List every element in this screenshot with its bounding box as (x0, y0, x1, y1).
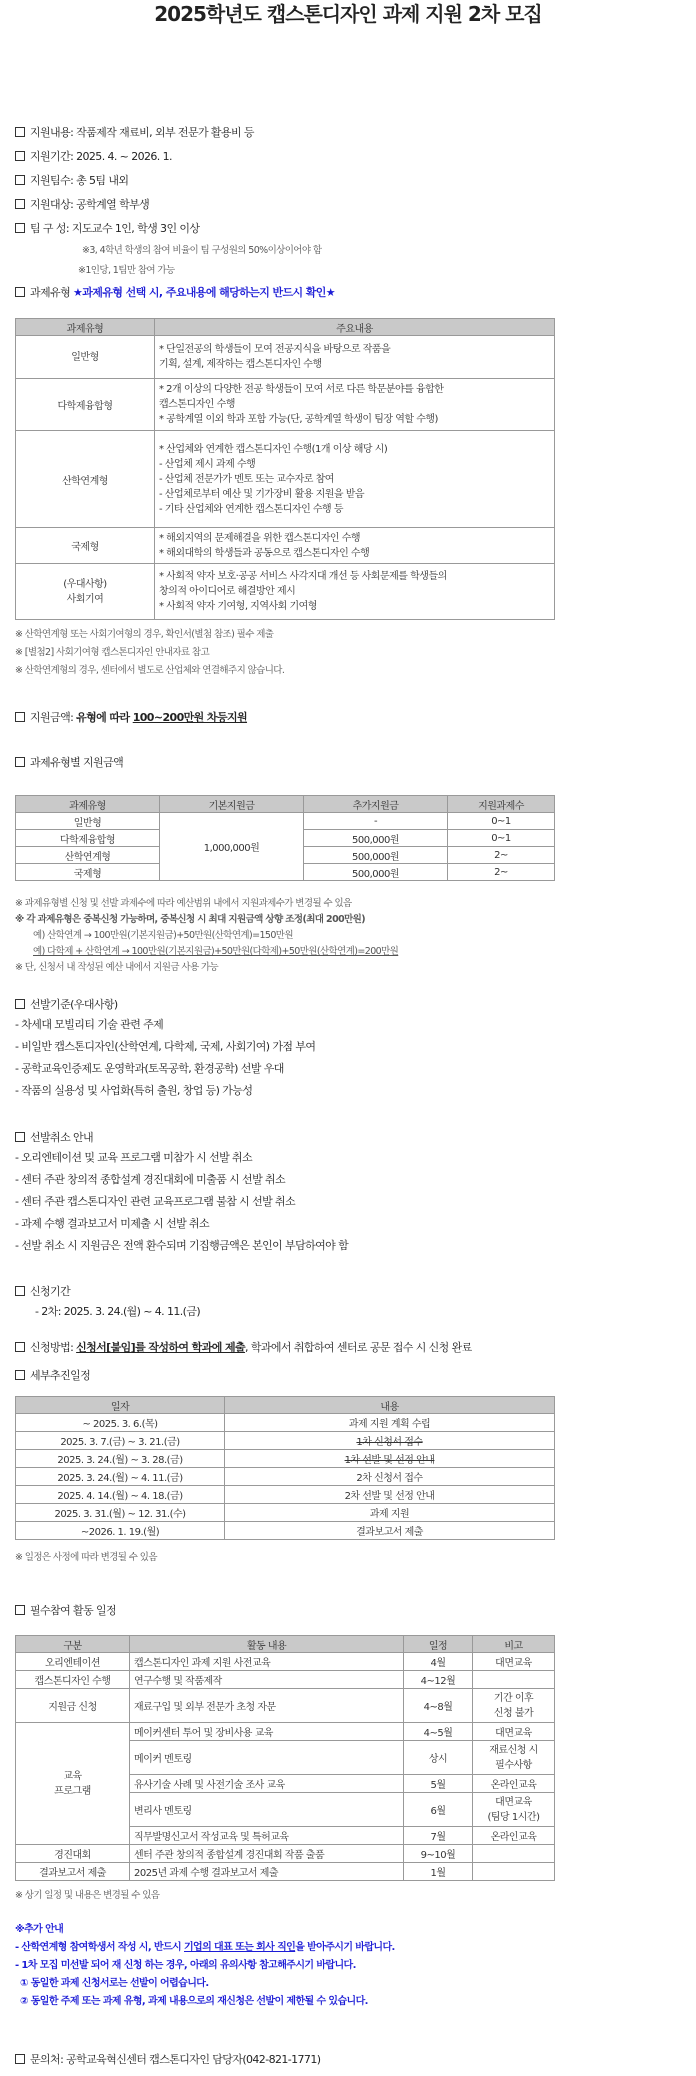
checkbox-icon (15, 1605, 25, 1615)
extra-line-2: - 1차 모집 미선발 되어 재 신청 하는 경우, 아래의 유의사항 참고해주시기 바랍니다. (15, 1960, 356, 1971)
criteria-item: - 차세대 모빌리티 기술 관련 주제 (15, 1018, 164, 1031)
checkbox-icon (15, 1342, 25, 1352)
type-desc: * 2개 이상의 다양한 전공 학생들이 모여 서로 다른 학문분야를 융합한 캡스톤디자인 수행 * 공학계열 이외 학과 포함 가능(단, 공학계열 학생이 팀장 역할 수행) (155, 379, 555, 431)
type-cell: 국제형 (16, 528, 155, 564)
checkbox-icon (15, 1286, 25, 1296)
extra-title: ※추가 안내 (15, 1924, 64, 1935)
type-note-3: ※ 산학연계형의 경우, 센터에서 별도로 산업체와 연결해주지 않습니다. (15, 665, 285, 676)
type-note-1: ※ 산학연계형 또는 사회기여형의 경우, 확인서(별첨 참조) 필수 제출 (15, 629, 274, 640)
page-title: 2025학년도 캡스톤디자인 과제 지원 2차 모집 (154, 2, 542, 26)
activity-note: ※ 상기 일정 및 내용은 변경될 수 있음 (15, 1890, 160, 1901)
amount-table-title: 과제유형별 지원금액 (15, 755, 123, 771)
checkbox-icon (15, 1370, 25, 1380)
checkbox-icon (15, 151, 25, 161)
apply-period-value: - 2차: 2025. 3. 24.(월) ~ 4. 11.(금) (35, 1305, 201, 1318)
support-target: 지원대상: 공학계열 학부생 (15, 197, 149, 213)
criteria-item: - 작품의 실용성 및 사업화(특허 출원, 창업 등) 가능성 (15, 1084, 253, 1097)
extra-line-4: ② 동일한 주제 또는 과제 유형, 과제 내용으로의 재신청은 선발이 제한될 수 있습니다. (20, 1996, 368, 2007)
criteria-title: 선발기준(우대사항) (15, 997, 118, 1013)
amount-note-3: 예) 산학연계 → 100만원(기본지원금)+50만원(산학연계)=150만원 (33, 930, 293, 941)
type-desc: * 단일전공의 학생들이 모여 전공지식을 바탕으로 작품을 기획, 설계, 제작하는 캡스톤디자인 수행 (155, 336, 555, 379)
base-amount: 1,000,000원 (160, 813, 304, 881)
activity-table: 구분 활동 내용 일정 비고 오리엔테이션 캡스톤디자인 과제 지원 사전교육 4월 대면교육 캡스톤디자인 수행 연구수행 및 작품제작 4~12월 지원금 신청 재료구입 및 외부 전문가 초청 자문 4~8월 기간 이후 신청 불가 교육 프로그램 메이커센터 투어 및 장비사용 교육 4~5월 대면교육 메이커 멘토링 상시 재료신청 시 필수사항 유사기술 사례 및 사전기술 조사 교육 5월 온라인교육 변리사 멘토링 6월 대면교육 (팀당 1시간) 직무발명신고서 작성교육 및 특허교육 7월 온라인교육 경진대회 센터 주관 창의적 종합설계 경진대회 작품 출품 9~10월 결과보고서 제출 2025년 과제 수행 결과보고서 제출 1월 (15, 1635, 555, 1881)
checkbox-icon (15, 2054, 25, 2064)
checkbox-icon (15, 1132, 25, 1142)
amount-note-1: ※ 과제유형별 신청 및 선발 과제수에 따라 예산범위 내에서 지원과제수가 변경될 수 있음 (15, 898, 352, 909)
checkbox-icon (15, 287, 25, 297)
extra-line-1: - 산학연계형 참여학생서 작성 시, 반드시 기업의 대표 또는 회사 직인을 받아주시기 바랍니다. (15, 1942, 395, 1953)
amount-table: 과제유형 기본지원금 추가지원금 지원과제수 일반형 1,000,000원 - 0~1 다학제융합형 500,000원 0~1 산학연계형 500,000원 2~ 국제형 500,000원 2~ (15, 795, 555, 881)
team-note-2: ※1인당, 1팀만 참여 가능 (78, 265, 175, 276)
apply-period-title: 신청기간 (15, 1284, 70, 1300)
team-note-1: ※3, 4학년 학생의 참여 비율이 팀 구성원의 50%이상이어야 함 (82, 245, 322, 256)
criteria-item: - 비일반 캡스톤디자인(산학연계, 다학제, 국제, 사회기여) 가점 부여 (15, 1040, 316, 1053)
cancel-item: - 과제 수행 결과보고서 미제출 시 선발 취소 (15, 1217, 210, 1230)
schedule-title: 세부추진일정 (15, 1368, 90, 1384)
type-desc: * 해외지역의 문제해결을 위한 캡스톤디자인 수행 * 해외대학의 학생들과 공동으로 캡스톤디자인 수행 (155, 528, 555, 564)
checkbox-icon (15, 757, 25, 767)
amount-note-5: ※ 단, 신청서 내 작성된 예산 내에서 지원금 사용 가능 (15, 962, 219, 973)
type-desc: * 사회적 약자 보호·공공 서비스 사각지대 개선 등 사회문제를 학생들의 창의적 아이디어로 해결방안 제시 * 사회적 약자 기여형, 지역사회 기여형 (155, 564, 555, 620)
checkbox-icon (15, 223, 25, 233)
cancel-title: 선발취소 안내 (15, 1130, 93, 1146)
task-type-table: 과제유형 주요내용 일반형 * 단일전공의 학생들이 모여 전공지식을 바탕으로 작품을 기획, 설계, 제작하는 캡스톤디자인 수행 다학제융합형 * 2개 이상의 다양한 전공 학생들이 모여 서로 다른 학문분야를 융합한 캡스톤디자인 수행 * 공학계열 이외 학과 포함 가능(단, 공학계열 학생이 팀장 역할 수행) 산학연계형 * 산업체와 연계한 캡스톤디자인 수행(1개 이상 해당 시) - 산업체 제시 과제 수행 - 산업체 전문가가 멘토 또는 교수자로 참여 - 산업체로부터 예산 및 기가장비 활용 지원을 받음 - 기타 산업체와 연계한 캡스톤디자인 수행 등 국제형 * 해외지역의 문제해결을 위한 캡스톤디자인 수행 * 해외대학의 학생들과 공동으로 캡스톤디자인 수행 (우대사항) 사회기여 * 사회적 약자 보호·공공 서비스 사각지대 개선 등 사회문제를 학생들의 창의적 아이디어로 해결방안 제시 * 사회적 약자 기여형, 지역사회 기여형 (15, 318, 555, 620)
type-cell: (우대사항) 사회기여 (16, 564, 155, 620)
checkbox-icon (15, 712, 25, 722)
amount-note-2: ※ 각 과제유형은 중복신청 가능하며, 중복신청 시 최대 지원금액 상향 조정(최대 200만원) (15, 914, 365, 925)
checkbox-icon (15, 127, 25, 137)
schedule-note: ※ 일정은 사정에 따라 변경될 수 있음 (15, 1552, 157, 1563)
amount-note-4: 예) 다학제 + 산학연계 → 100만원(기본지원금)+50만원(다학제)+50만원(산학연계)=200만원 (33, 946, 399, 957)
cancel-item: - 센터 주관 창의적 종합설계 경진대회에 미출품 시 선발 취소 (15, 1173, 286, 1186)
checkbox-icon (15, 999, 25, 1009)
schedule-table: 일자 내용 ~ 2025. 3. 6.(목) 과제 지원 계획 수립 2025. 3. 7.(금) ~ 3. 21.(금) 1차 신청서 접수 2025. 3. 24.(월) ~ 3. 28.(금) 1차 선발 및 선정 안내 2025. 3. 24.(월) ~ 4. 11.(금) 2차 신청서 접수 2025. 4. 14.(월) ~ 4. 18.(금) 2차 선발 및 선정 안내 2025. 3. 31.(월) ~ 12. 31.(수) 과제 지원 ~2026. 1. 19.(월) 결과보고서 제출 (15, 1396, 555, 1540)
task-type-heading: 과제유형 ★과제유형 선택 시, 주요내용에 해당하는지 반드시 확인★ (15, 285, 335, 301)
support-teams: 지원팀수: 총 5팀 내외 (15, 173, 128, 189)
type-desc: * 산업체와 연계한 캡스톤디자인 수행(1개 이상 해당 시) - 산업체 제시 과제 수행 - 산업체 전문가가 멘토 또는 교수자로 참여 - 산업체로부터 예산 및 기가장비 활용 지원을 받음 - 기타 산업체와 연계한 캡스톤디자인 수행 등 (155, 431, 555, 528)
support-content: 지원내용: 작품제작 재료비, 외부 전문가 활용비 등 (15, 125, 254, 141)
team-composition: 팀 구 성: 지도교수 1인, 학생 3인 이상 (15, 221, 199, 237)
support-amount: 지원금액: 유형에 따라 100~200만원 차등지원 (15, 710, 247, 726)
type-cell: 다학제융합형 (16, 379, 155, 431)
checkbox-icon (15, 199, 25, 209)
cancel-item: - 센터 주관 캡스톤디자인 관련 교육프로그램 불참 시 선발 취소 (15, 1195, 296, 1208)
contact: 문의처: 공학교육혁신센터 캡스톤디자인 담당자(042-821-1771) (15, 2052, 320, 2068)
activity-title: 필수참여 활동 일정 (15, 1603, 116, 1619)
checkbox-icon (15, 175, 25, 185)
cancel-item: - 오리엔테이션 및 교육 프로그램 미참가 시 선발 취소 (15, 1151, 253, 1164)
cancel-item: - 선발 취소 시 지원금은 전액 환수되며 기집행금액은 본인이 부담하여야 함 (15, 1239, 349, 1252)
support-period: 지원기간: 2025. 4. ~ 2026. 1. (15, 149, 172, 165)
extra-line-3: ① 동일한 과제 신청서로는 선발이 어렵습니다. (20, 1978, 209, 1989)
type-cell: 일반형 (16, 336, 155, 379)
type-cell: 산학연계형 (16, 431, 155, 528)
type-note-2: ※ [별첨2] 사회기여형 캡스톤디자인 안내자료 참고 (15, 647, 210, 658)
apply-method: 신청방법: 신청서[붙임]를 작성하여 학과에 제출, 학과에서 취합하여 센터로 공문 접수 시 신청 완료 (15, 1340, 472, 1356)
criteria-item: - 공학교육인증제도 운영학과(토목공학, 환경공학) 선발 우대 (15, 1062, 284, 1075)
